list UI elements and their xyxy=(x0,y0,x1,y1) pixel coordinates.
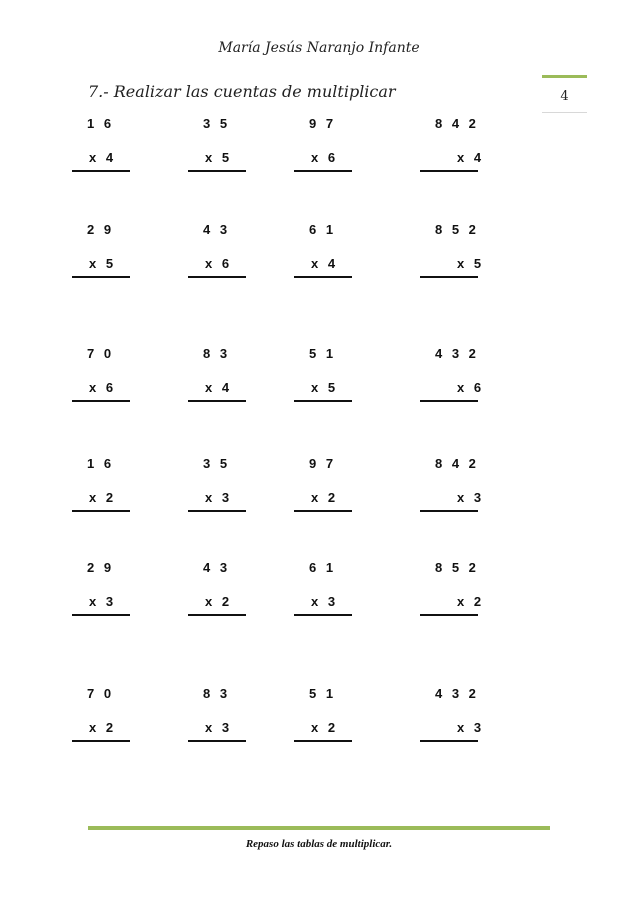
multiplicand: 2 9 xyxy=(87,222,115,237)
multiplication-problem xyxy=(420,222,485,282)
answer-line xyxy=(188,510,246,512)
multiplier: x 2 xyxy=(89,490,117,505)
answer-line xyxy=(420,276,478,278)
author-name: María Jesús Naranjo Infante xyxy=(218,40,420,56)
multiplier: x 6 xyxy=(311,150,339,165)
multiplication-problem xyxy=(420,560,485,620)
multiplicand: 9 7 xyxy=(309,456,337,471)
answer-line xyxy=(72,740,130,742)
multiplication-problem xyxy=(72,346,132,406)
answer-line xyxy=(420,400,478,402)
multiplicand: 6 1 xyxy=(309,560,337,575)
multiplicand: 8 5 2 xyxy=(435,222,479,237)
multiplier: x 5 xyxy=(311,380,339,395)
multiplication-problem xyxy=(72,686,132,746)
page-badge-accent-line xyxy=(542,75,587,78)
multiplication-problem xyxy=(72,560,132,620)
multiplicand: 3 5 xyxy=(203,456,231,471)
multiplier: x 2 xyxy=(457,594,485,609)
answer-line xyxy=(294,510,352,512)
multiplicand: 7 0 xyxy=(87,686,115,701)
answer-line xyxy=(294,614,352,616)
page-number: 4 xyxy=(560,89,569,104)
answer-line xyxy=(420,170,478,172)
answer-line xyxy=(294,400,352,402)
multiplicand: 3 5 xyxy=(203,116,231,131)
multiplication-problem xyxy=(294,346,354,406)
answer-line xyxy=(72,276,130,278)
multiplicand: 9 7 xyxy=(309,116,337,131)
multiplication-problem xyxy=(188,686,248,746)
multiplication-problem xyxy=(294,686,354,746)
multiplier: x 3 xyxy=(205,720,233,735)
answer-line xyxy=(420,510,478,512)
answer-line xyxy=(420,740,478,742)
multiplicand: 6 1 xyxy=(309,222,337,237)
multiplier: x 6 xyxy=(457,380,485,395)
multiplier: x 4 xyxy=(89,150,117,165)
multiplication-problem xyxy=(72,222,132,282)
multiplicand: 4 3 xyxy=(203,560,231,575)
multiplicand: 5 1 xyxy=(309,686,337,701)
answer-line xyxy=(294,276,352,278)
multiplicand: 8 3 xyxy=(203,346,231,361)
multiplication-problem xyxy=(188,222,248,282)
multiplier: x 5 xyxy=(205,150,233,165)
multiplier: x 3 xyxy=(457,720,485,735)
multiplication-problem xyxy=(188,560,248,620)
multiplicand: 8 5 2 xyxy=(435,560,479,575)
answer-line xyxy=(294,740,352,742)
answer-line xyxy=(72,400,130,402)
multiplicand: 8 3 xyxy=(203,686,231,701)
multiplier: x 5 xyxy=(89,256,117,271)
answer-line xyxy=(72,170,130,172)
multiplication-problem xyxy=(294,560,354,620)
answer-line xyxy=(188,276,246,278)
multiplication-problem xyxy=(188,346,248,406)
multiplier: x 3 xyxy=(311,594,339,609)
answer-line xyxy=(72,614,130,616)
multiplier: x 4 xyxy=(311,256,339,271)
answer-line xyxy=(420,614,478,616)
multiplicand: 4 3 xyxy=(203,222,231,237)
multiplicand: 2 9 xyxy=(87,560,115,575)
multiplication-problem xyxy=(72,456,132,516)
multiplier: x 3 xyxy=(89,594,117,609)
multiplicand: 5 1 xyxy=(309,346,337,361)
multiplication-problem xyxy=(294,456,354,516)
multiplier: x 2 xyxy=(311,490,339,505)
multiplier: x 2 xyxy=(311,720,339,735)
multiplicand: 7 0 xyxy=(87,346,115,361)
multiplier: x 5 xyxy=(457,256,485,271)
multiplier: x 3 xyxy=(457,490,485,505)
multiplier: x 3 xyxy=(205,490,233,505)
answer-line xyxy=(188,740,246,742)
exercise-title: 7.- Realizar las cuentas de multiplicar xyxy=(88,82,396,101)
multiplication-problem xyxy=(420,346,485,406)
multiplicand: 8 4 2 xyxy=(435,456,479,471)
multiplicand: 1 6 xyxy=(87,116,115,131)
multiplication-problem xyxy=(188,116,248,176)
answer-line xyxy=(294,170,352,172)
page-badge-divider xyxy=(542,112,587,113)
multiplicand: 4 3 2 xyxy=(435,346,479,361)
multiplier: x 4 xyxy=(205,380,233,395)
multiplication-problem xyxy=(72,116,132,176)
multiplication-problem xyxy=(188,456,248,516)
multiplication-problem xyxy=(420,116,485,176)
multiplication-problem xyxy=(294,222,354,282)
multiplicand: 1 6 xyxy=(87,456,115,471)
multiplicand: 4 3 2 xyxy=(435,686,479,701)
multiplier: x 4 xyxy=(457,150,485,165)
answer-line xyxy=(188,614,246,616)
footer-caption: Repaso las tablas de multiplicar. xyxy=(245,838,393,850)
multiplicand: 8 4 2 xyxy=(435,116,479,131)
footer-accent-line xyxy=(88,826,550,830)
multiplier: x 6 xyxy=(89,380,117,395)
page-badge xyxy=(542,75,587,115)
answer-line xyxy=(72,510,130,512)
multiplier: x 6 xyxy=(205,256,233,271)
multiplication-problem xyxy=(420,686,485,746)
multiplication-problem xyxy=(294,116,354,176)
answer-line xyxy=(188,400,246,402)
multiplication-problem xyxy=(420,456,485,516)
multiplier: x 2 xyxy=(205,594,233,609)
multiplier: x 2 xyxy=(89,720,117,735)
answer-line xyxy=(188,170,246,172)
